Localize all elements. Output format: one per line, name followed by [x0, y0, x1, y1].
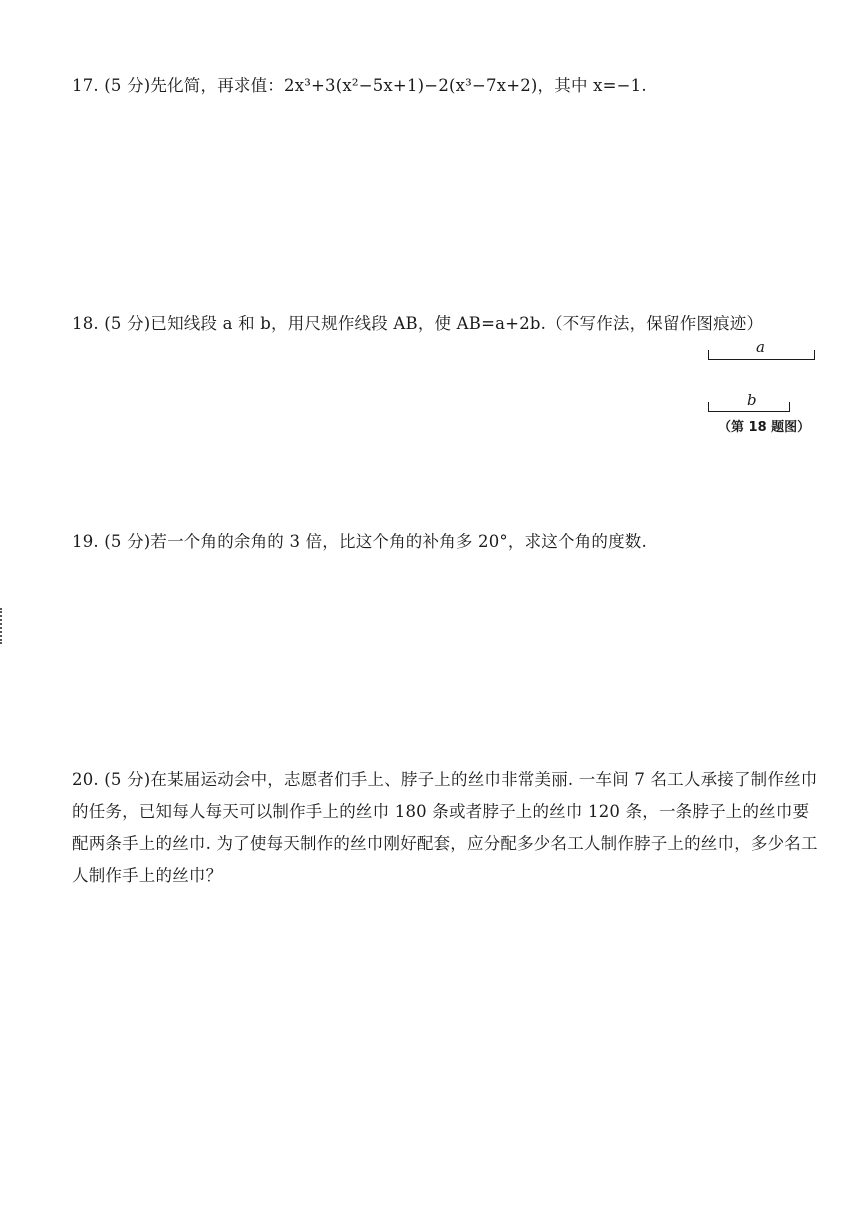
binding-edge-mark	[0, 608, 5, 644]
segment-a	[708, 350, 815, 360]
question-18: 18. (5 分)已知线段 a 和 b，用尺规作线段 AB，使 AB=a+2b.（不写作法，保留作图痕迹）	[72, 314, 764, 333]
segment-b	[708, 402, 790, 412]
segment-a-label: a	[756, 338, 765, 356]
question-19: 19. (5 分)若一个角的余角的 3 倍，比这个角的补角多 20°，求这个角的度数.	[72, 532, 647, 551]
question-17: 17. (5 分)先化简，再求值：2x³+3(x²−5x+1)−2(x³−7x+2)，其中 x=−1.	[72, 76, 647, 95]
question-20: 20. (5 分)在某届运动会中，志愿者们手上、脖子上的丝巾非常美丽. 一车间 7 名工人承接了制作丝巾的任务，已知每人每天可以制作手上的丝巾 180 条或者脖子上的丝巾 120 条，一条脖子上的丝巾要配两条手上的丝巾. 为了使每天制作的丝巾刚好配套，应分配多少名工人制作脖子上的丝巾，多少名工人制作手上的丝巾？	[72, 770, 818, 885]
figure-18-caption: （第 18 题图）	[718, 420, 811, 435]
segment-b-label: b	[747, 391, 757, 409]
